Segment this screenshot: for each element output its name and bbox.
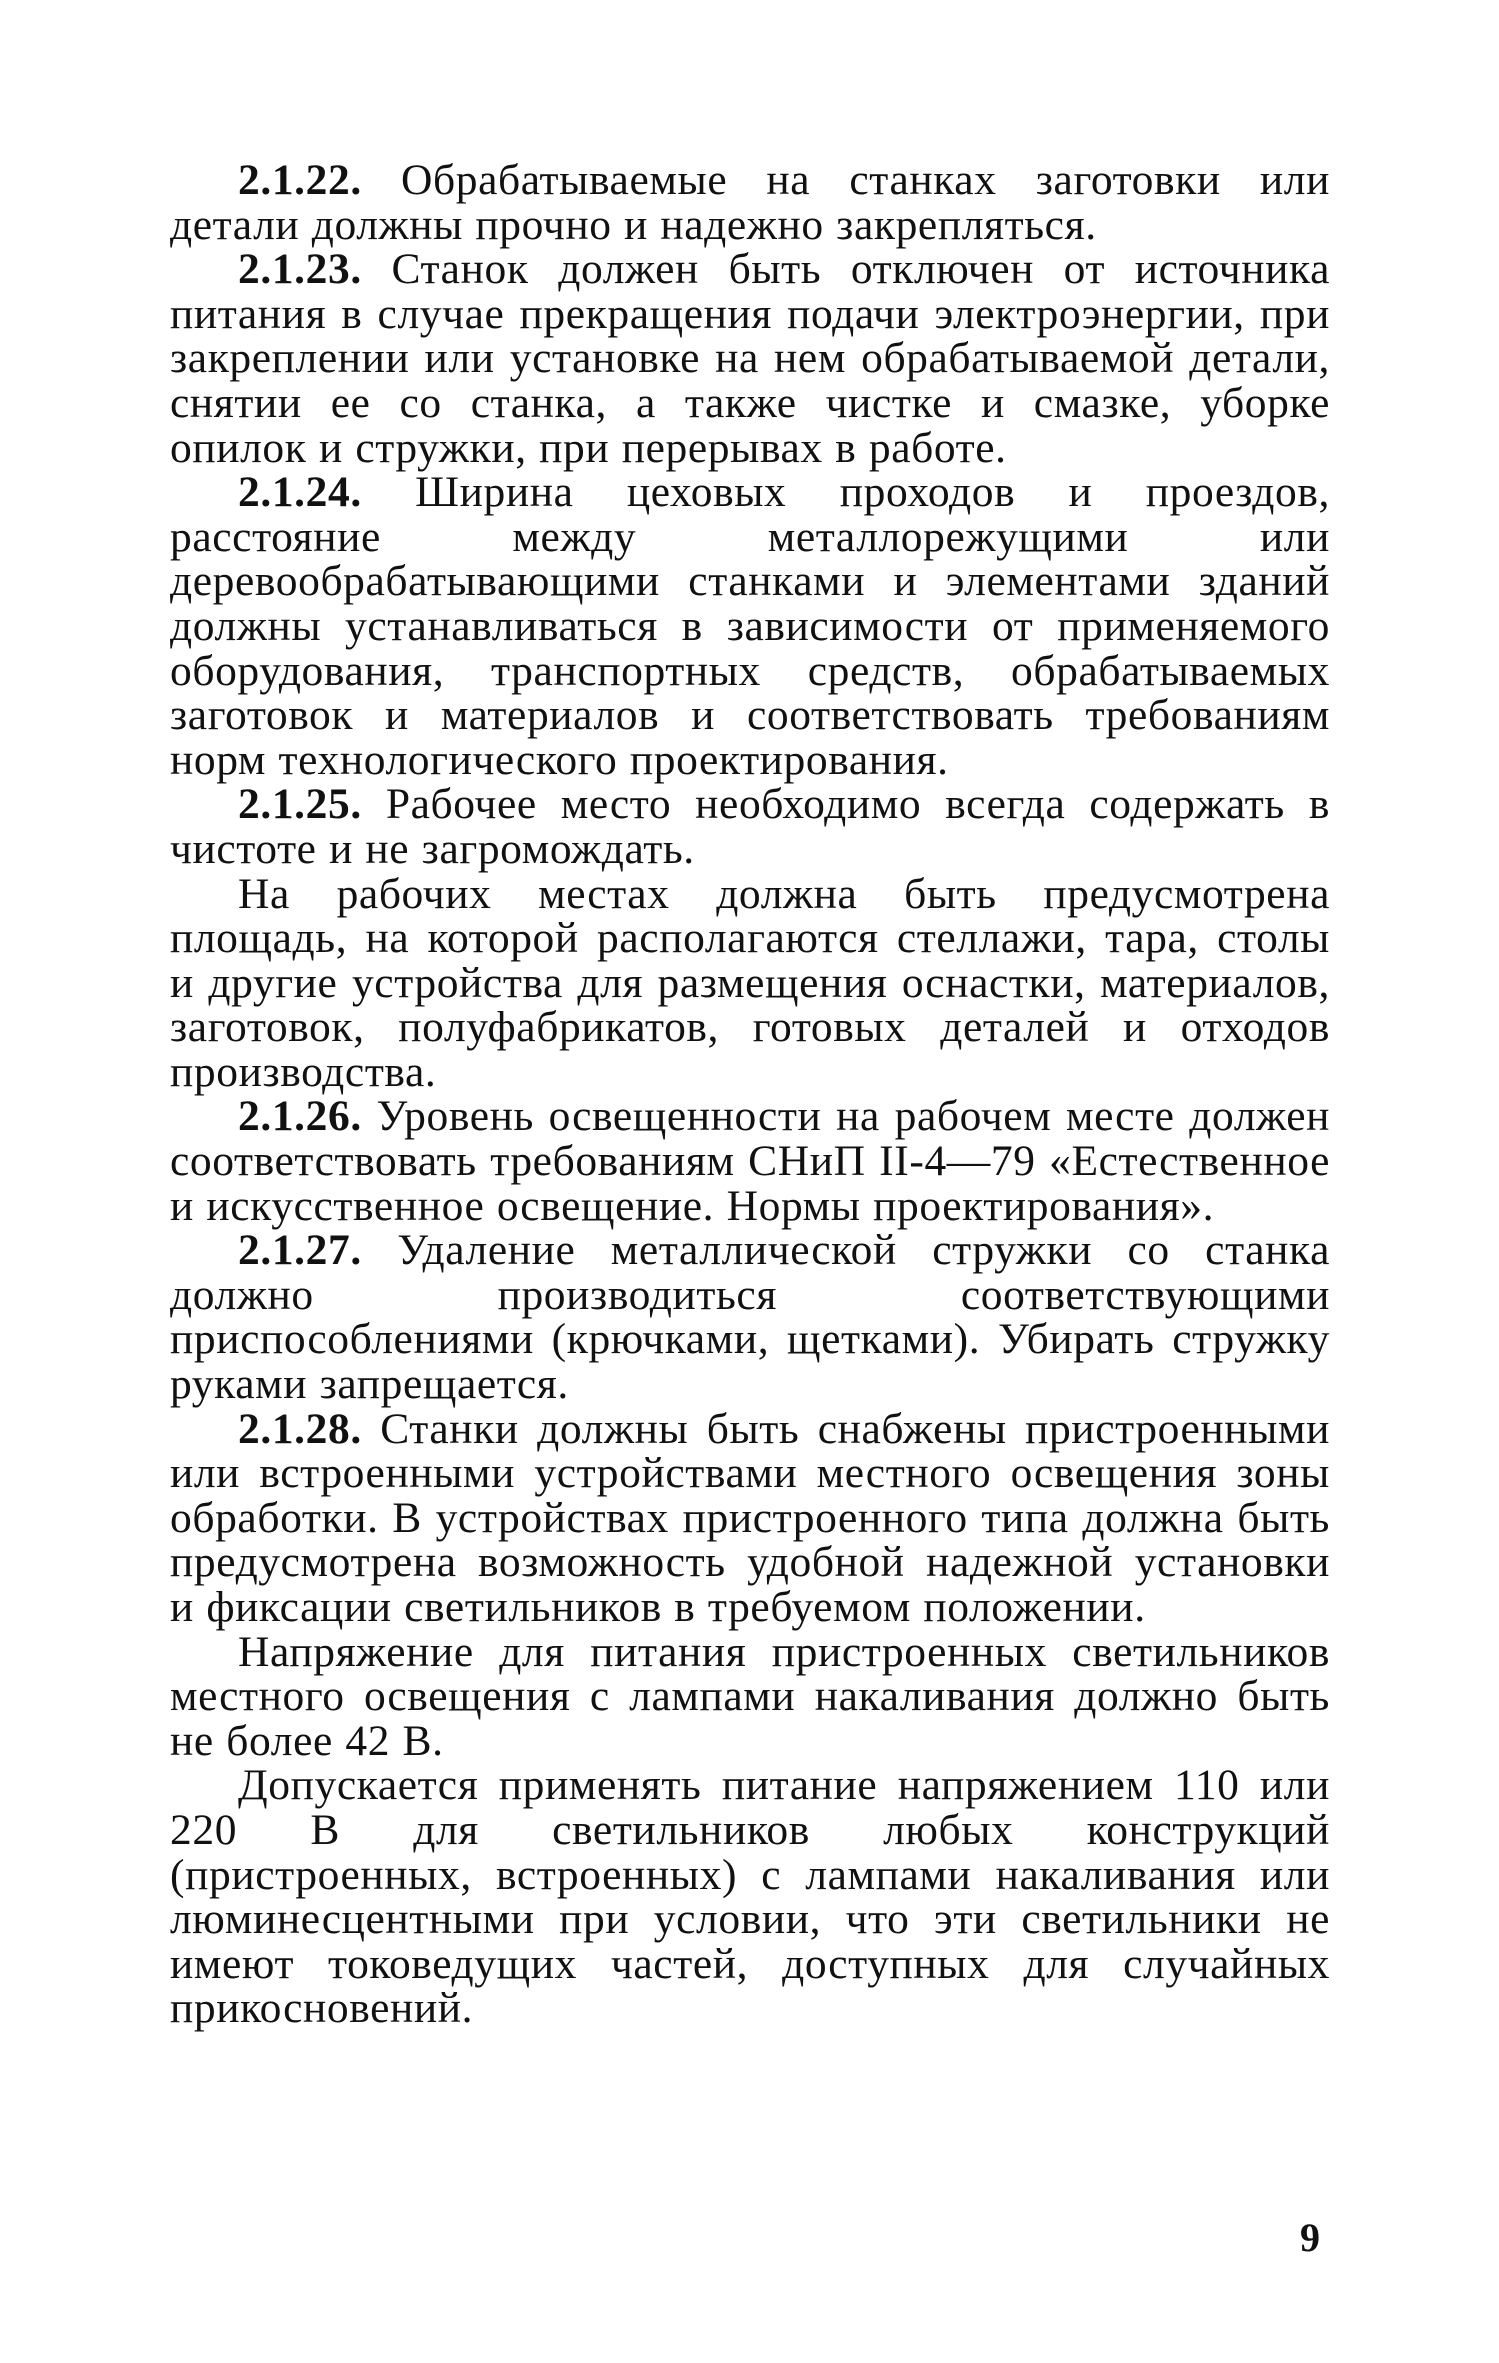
paragraph-2-1-24 [170,470,1330,782]
clause-number: 2.1.22. [238,156,362,204]
paragraph-text: Обрабатываемые на станках заготовки или детали должны прочно и надежно закрепляться. [170,156,1330,249]
paragraph-voltage-limit [170,1627,1330,1765]
clause-number: 2.1.26. [238,1092,362,1141]
paragraph-voltage-allowed [170,1763,1330,2031]
paragraph-text: Станки должны быть снабжены пристроенными или встроенными устройствами местного освещения зоны обработки. В устройствах пристроенного типа должна быть предусмотрена возможность удобной надежной установки и фиксации светильников в требуемом положении. [170,1404,1330,1631]
paragraph-text: Напряжение для питания пристроенных светильников местного освещения с лампами накаливания должно быть не более 42 В. [170,1627,1330,1765]
paragraph-text: Уровень освещенности на рабочем месте должен соответствовать требованиям СНиП II-4—79 «Естественное и искусственное освещение. Нормы проектирования». [170,1092,1330,1230]
clause-number: 2.1.28. [238,1404,362,1453]
clause-number: 2.1.25. [238,780,362,829]
paragraph-2-1-26 [170,1094,1330,1228]
paragraph-text: Допускается применять питание напряжением 110 или 220 В для светильников любых конструкций (пристроенных, встроенных) с лампами накаливания или люминесцентными при условии, что эти светильники не имеют токоведущих частей, доступных для случайных прикосновений. [170,1761,1330,2033]
paragraph-workplace-area [170,869,1330,1096]
paragraph-text: Ширина цеховых проходов и проездов, расстояние между металлорежущими или деревообрабатывающими станками и элементами зданий должны устанавливаться в зависимости от применяемого оборудования, транспортных средств, обрабатываемых заготовок и материалов и соответствовать требованиям норм технологического проектирования. [170,468,1330,784]
paragraph-text: На рабочих местах должна быть предусмотрена площадь, на которой располагаются стеллажи, тара, столы и другие устройства для размещения оснастки, материалов, заготовок, полуфабрикатов, готовых деталей и отходов производства. [170,869,1330,1096]
page-body [170,158,1330,2031]
paragraph-2-1-23 [170,247,1330,470]
clause-number: 2.1.27. [238,1226,362,1275]
paragraph-text: Станок должен быть отключен от источника питания в случае прекращения подачи электроэнергии, при закреплении или установке на нем обрабатываемой детали, снятии ее со станка, а также чистке и смазке, уборке опилок и стружки, при перерывах в работе. [170,245,1330,472]
clause-number: 2.1.24. [238,468,362,517]
paragraph-2-1-25 [170,782,1330,871]
paragraph-2-1-22 [170,158,1330,247]
paragraph-text: Удаление металлической стружки со станка должно производиться соответствующими приспособлениями (крючками, щетками). Убирать стружку руками запрещается. [170,1226,1330,1409]
clause-number: 2.1.23. [238,245,362,294]
paragraph-2-1-27 [170,1226,1330,1409]
paragraph-text: Рабочее место необходимо всегда содержать в чистоте и не загромождать. [170,780,1330,873]
paragraph-2-1-28 [170,1404,1330,1631]
page-number: 9 [1300,2215,1320,2260]
